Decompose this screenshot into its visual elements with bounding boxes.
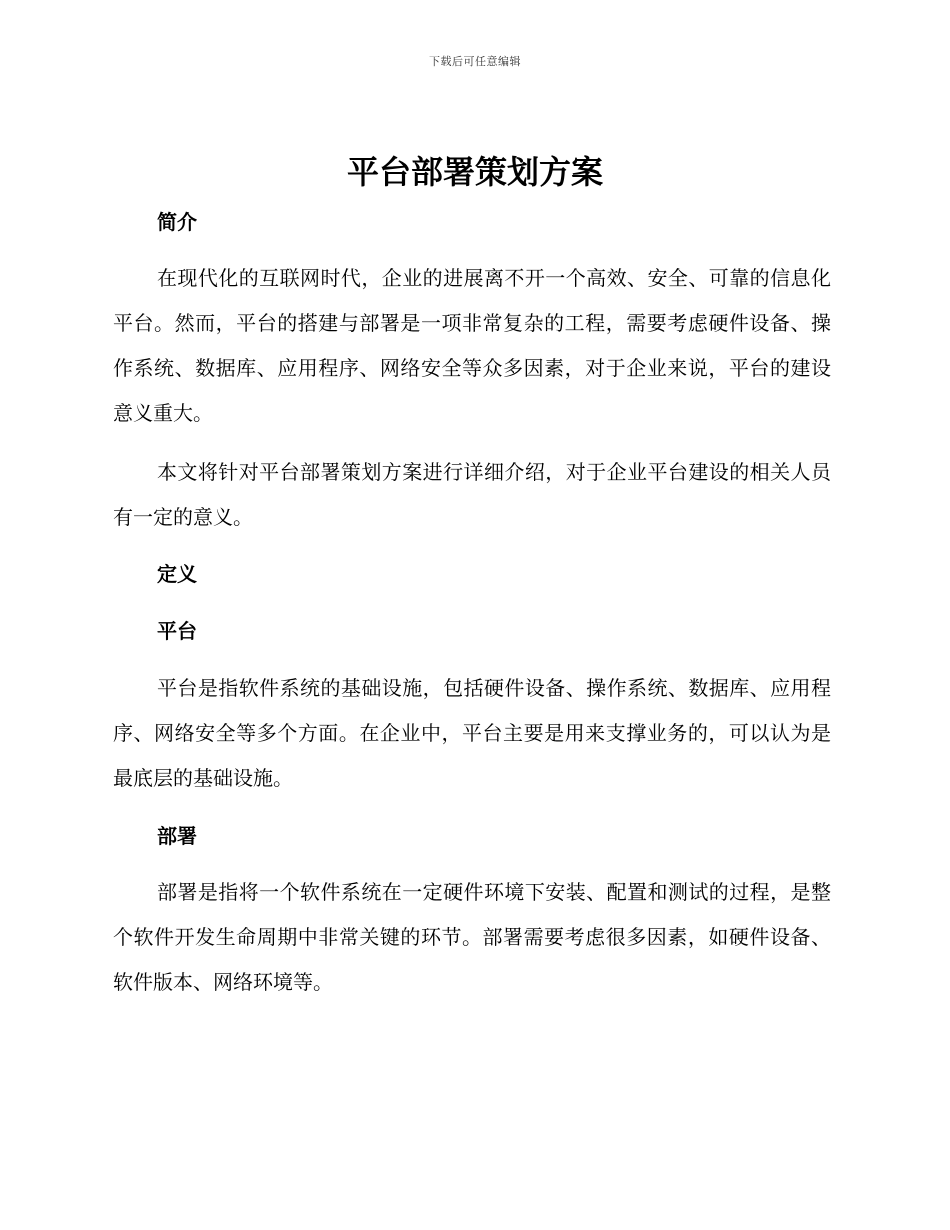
section-heading-definition: 定义: [157, 562, 197, 586]
section-heading-intro: 简介: [157, 210, 197, 234]
subsection-heading-deployment: 部署: [157, 824, 197, 848]
intro-paragraph-1: 在现代化的互联网时代，企业的进展离不开一个高效、安全、可靠的信息化平台。然而，平台的搭建与部署是一项非常复杂的工程，需要考虑硬件设备、操作系统、数据库、应用程序、网络安全等众多因素，对于企业来说，平台的建设意义重大。: [113, 266, 831, 425]
intro-paragraph-2: 本文将针对平台部署策划方案进行详细介绍，对于企业平台建设的相关人员有一定的意义。: [113, 460, 831, 529]
subsection-heading-platform: 平台: [157, 619, 197, 643]
deployment-paragraph: 部署是指将一个软件系统在一定硬件环境下安装、配置和测试的过程，是整个软件开发生命周期中非常关键的环节。部署需要考虑很多因素，如硬件设备、软件版本、网络环境等。: [113, 880, 831, 994]
platform-paragraph: 平台是指软件系统的基础设施，包括硬件设备、操作系统、数据库、应用程序、网络安全等多个方面。在企业中，平台主要是用来支撑业务的，可以认为是最底层的基础设施。: [113, 676, 831, 790]
page-header-note: 下载后可任意编辑: [429, 55, 521, 68]
document-title: 平台部署策划方案: [346, 153, 603, 191]
